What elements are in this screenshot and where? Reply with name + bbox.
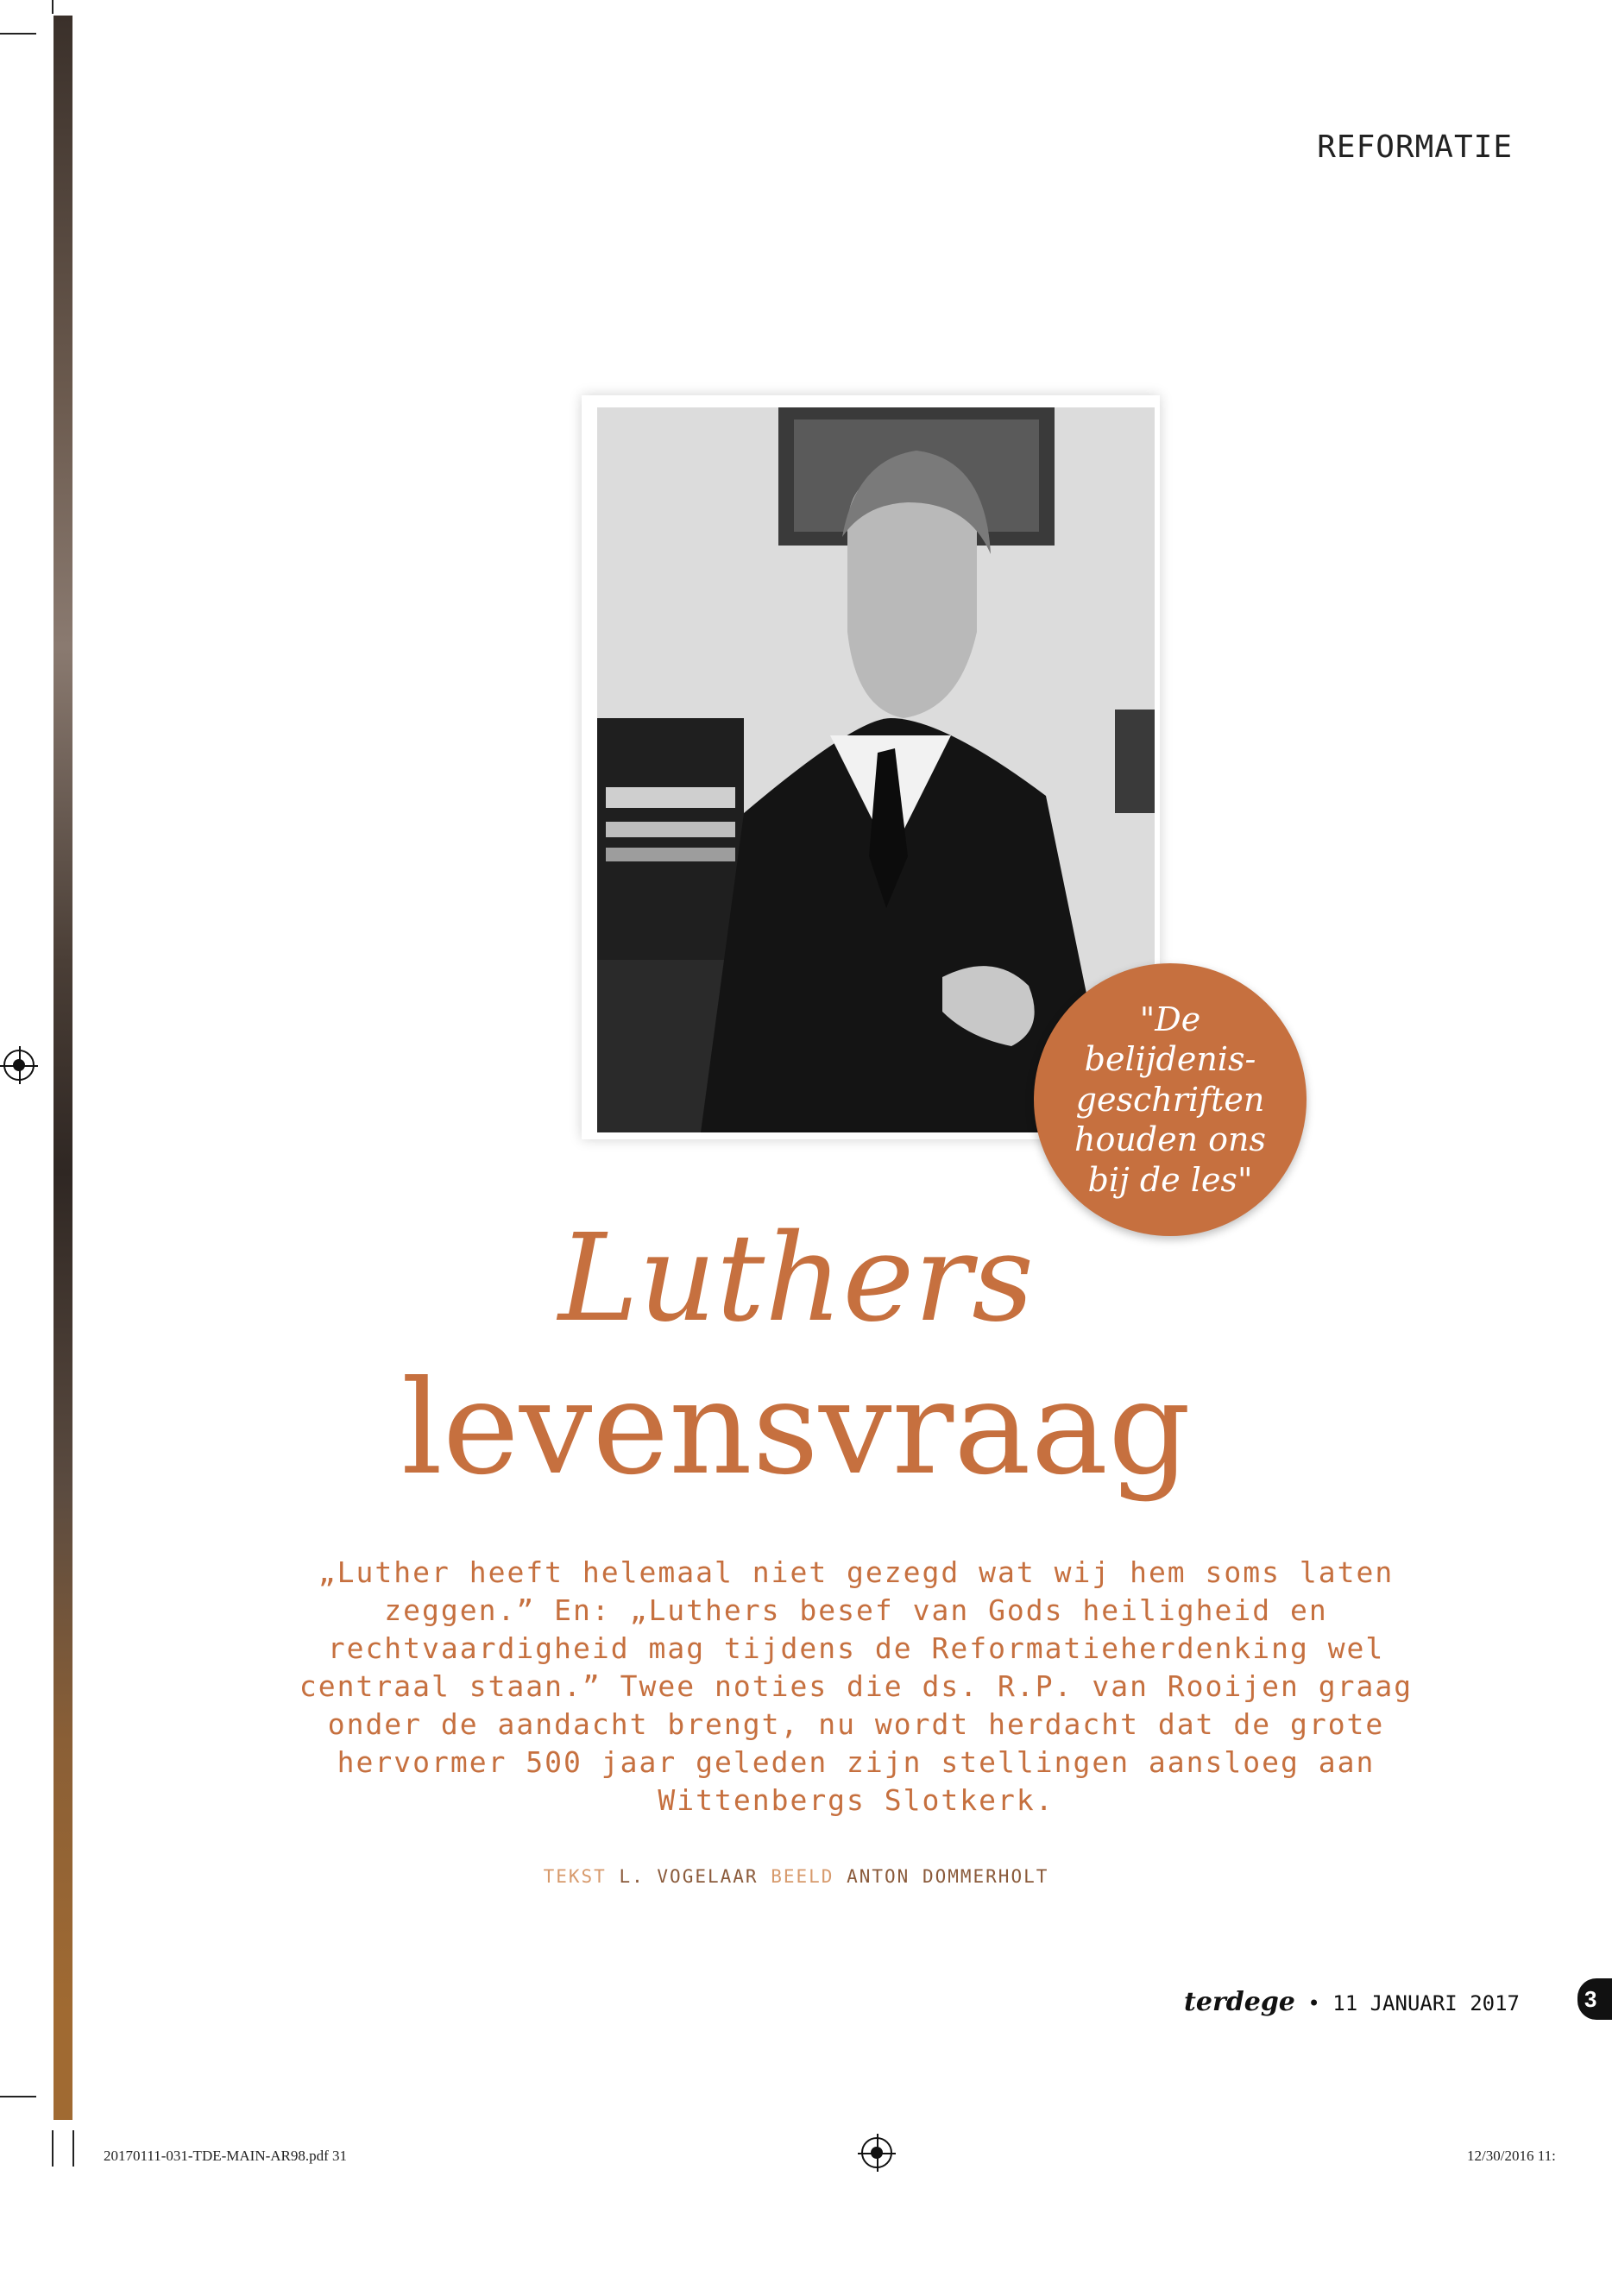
issue-date: 11 JANUARI 2017 — [1332, 1991, 1520, 2015]
pull-quote-text: "De belijdenis-geschriften houden ons bij de les" — [1074, 1000, 1267, 1199]
crop-mark — [0, 2096, 36, 2097]
registration-mark-icon — [861, 2137, 892, 2168]
intro-paragraph: „Luther heeft helemaal niet gezegd wat wij hem soms laten zeggen.” En: „Luthers besef van Gods heiligheid en rechtvaardigheid mag tijdens de Reformatieherdenking wel centraal staan.” Twee noties die ds. R.P. van Rooijen graag onder de aandacht brengt, nu wordt herdacht dat de grote hervormer 500 jaar geleden zijn stellingen aansloeg aan Wittenbergs Slotkerk. — [299, 1555, 1414, 1817]
crop-mark — [52, 0, 54, 14]
credits-line — [0, 1866, 1592, 1887]
crop-mark — [0, 33, 36, 35]
footer-separator: • — [1307, 1991, 1320, 2015]
crop-mark — [52, 2130, 54, 2167]
credit-image-label: BEELD — [771, 1866, 834, 1887]
page-gutter-strip — [54, 16, 72, 2120]
credit-text-label: TEKST — [543, 1866, 607, 1887]
crop-mark — [72, 2130, 74, 2167]
registration-mark-icon — [3, 1050, 35, 1081]
pull-quote-badge — [1034, 963, 1307, 1236]
headline-line-1: Luthers — [557, 1208, 1035, 1349]
page-number-tab: 3 — [1577, 1978, 1612, 2020]
credit-photographer: ANTON DOMMERHOLT — [847, 1866, 1049, 1887]
credit-author: L. VOGELAAR — [619, 1866, 759, 1887]
headline-line-2: levensvraag — [400, 1353, 1192, 1504]
print-slug-timestamp: 12/30/2016 11: — [1467, 2148, 1556, 2164]
footer-brand-date — [1184, 1987, 1520, 2017]
section-label: REFORMATIE — [1317, 129, 1513, 165]
print-slug-file: 20170111-031-TDE-MAIN-AR98.pdf 31 — [104, 2148, 348, 2164]
magazine-brand: terdege — [1184, 1987, 1295, 2017]
